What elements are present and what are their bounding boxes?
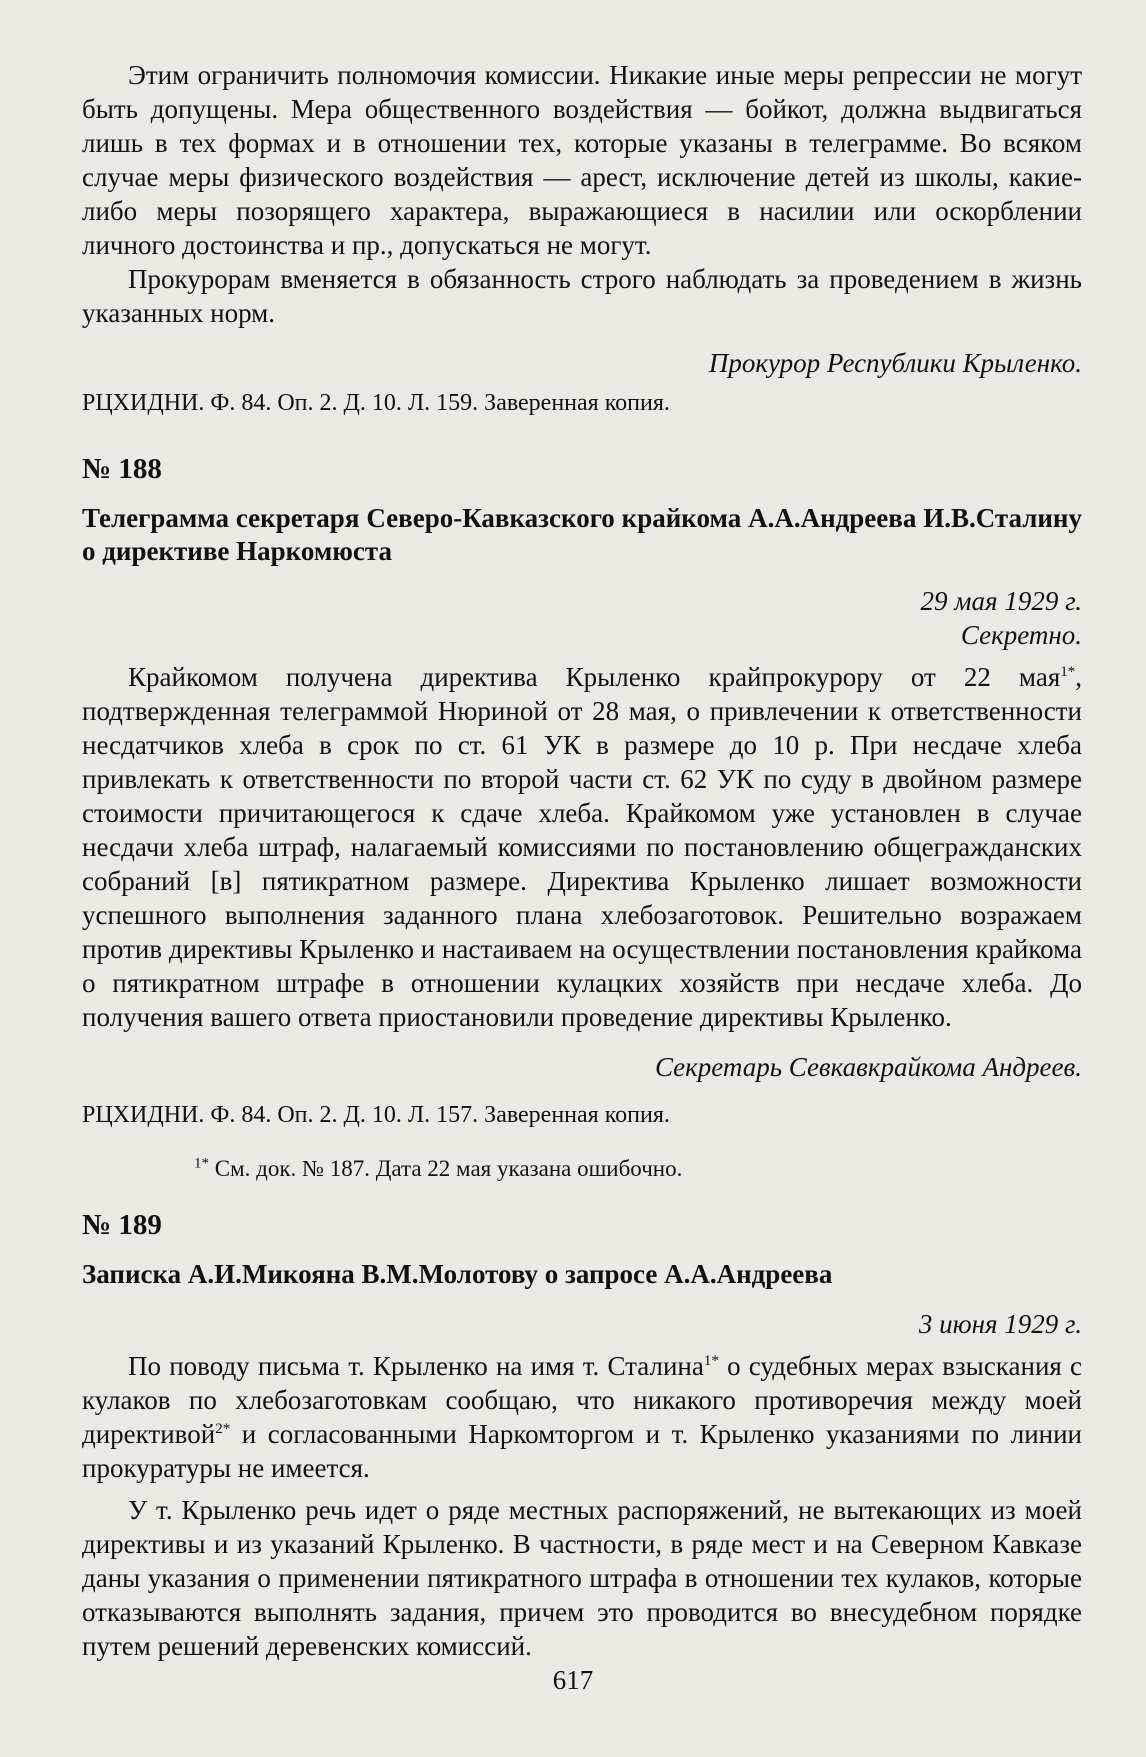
archive-source-157: РЦХИДНИ. Ф. 84. Оп. 2. Д. 10. Л. 157. Заверенная копия. [82, 1102, 670, 1128]
doc-189-p1-part-b: о судебных мерах взыскания с кулаков по хлебозаготовкам сообщаю, что никакого противоречия между моей директивой [82, 1351, 1083, 1449]
signature-krylenko: Прокурор Республики Крыленко. [708, 348, 1082, 378]
doc-188-body [82, 660, 1082, 1034]
doc-188-body-part-a: Крайкомом получена директива Крыленко крайпрокурору от 22 мая [128, 662, 1061, 692]
doc-188-title: Телеграмма секретаря Северо-Кавказского крайкома А.А.Андреева И.В.Сталину о директиве Наркомюста [82, 503, 1082, 566]
doc-188-body-part-b: , подтвержденная телеграммой Нюриной от 28 мая, о привлечении к ответственности несдатчиков хлеба в срок по ст. 61 УК в размере до 10 р. При несдаче хлеба привлекать к ответственности по второй части ст. 62 УК по суду в двойном размере стоимости причитающегося к сдаче хлеба. Крайкомом уже установлен в случае несдачи хлеба штраф, налагаемый комиссиями по постановлению общегражданских собраний [в] пятикратном размере. Директива Крыленко лишает возможности успешного выполнения заданного плана хлебозаготовок. Решительно возражаем против директивы Крыленко и настаиваем на осуществлении постановления крайкома о пятикратном штрафе в отношении кулацких хозяйств при несдаче хлеба. До получения вашего ответа приостановили проведение директивы Крыленко. [82, 662, 1083, 1032]
footnote-text: См. док. № 187. Дата 22 мая указана ошибочно. [209, 1156, 683, 1181]
document-page [82, 58, 1082, 1663]
doc-188-secret-stamp: Секретно. [960, 620, 1082, 650]
doc-189-number: № 189 [82, 1209, 162, 1241]
footnote-ref-2: 2* [215, 1421, 231, 1437]
doc-189-p1-part-c: и согласованными Наркомторгом и т. Крыленко указаниями по линии прокуратуры не имеется. [82, 1419, 1082, 1483]
doc-189-paragraph-1 [82, 1349, 1082, 1485]
archive-source-159: РЦХИДНИ. Ф. 84. Оп. 2. Д. 10. Л. 159. Заверенная копия. [82, 390, 670, 416]
footnote-188 [82, 1154, 1082, 1184]
footnote-mark: 1* [194, 1155, 209, 1172]
doc-188-date: 29 мая 1929 г. [920, 586, 1082, 616]
signature-andreev: Секретарь Севкавкрайкома Андреев. [654, 1052, 1082, 1082]
doc-188-number: № 188 [82, 453, 162, 485]
doc-189-p1-part-a: По поводу письма т. Крыленко на имя т. Сталина [128, 1351, 704, 1381]
doc-189-date: 3 июня 1929 г. [918, 1309, 1082, 1339]
footnote-ref-1: 1* [1060, 664, 1076, 680]
paragraph-prosecutors-duty: Прокурорам вменяется в обязанность строго наблюдать за проведением в жизнь указанных норм. [82, 264, 1082, 328]
paragraph-commission-powers: Этим ограничить полномочия комиссии. Никакие иные меры репрессии не могут быть допущены. Мера общественного воздействия — бойкот, должна выдвигаться лишь в тех формах и в отношении тех, которые указаны в телеграмме. Во всяком случае меры физического воздействия — арест, исключение детей из школы, какие-либо меры позорящего характера, выражающиеся в насилии или оскорблении личного достоинства и пр., допускаться не могут. [82, 60, 1082, 260]
doc-189-paragraph-2: У т. Крыленко речь идет о ряде местных распоряжений, не вытекающих из моей директивы и из указаний Крыленко. В частности, в ряде мест и на Северном Кавказе даны указания о применении пятикратного штрафа в отношении тех кулаков, которые отказываются выполнять задания, причем это проводится во внесудебном порядке путем решений деревенских комиссий. [82, 1495, 1082, 1661]
footnote-ref-1: 1* [703, 1353, 719, 1369]
page-number: 617 [552, 1665, 594, 1695]
doc-189-title: Записка А.И.Микояна В.М.Молотову о запросе А.А.Андреева [82, 1259, 833, 1289]
